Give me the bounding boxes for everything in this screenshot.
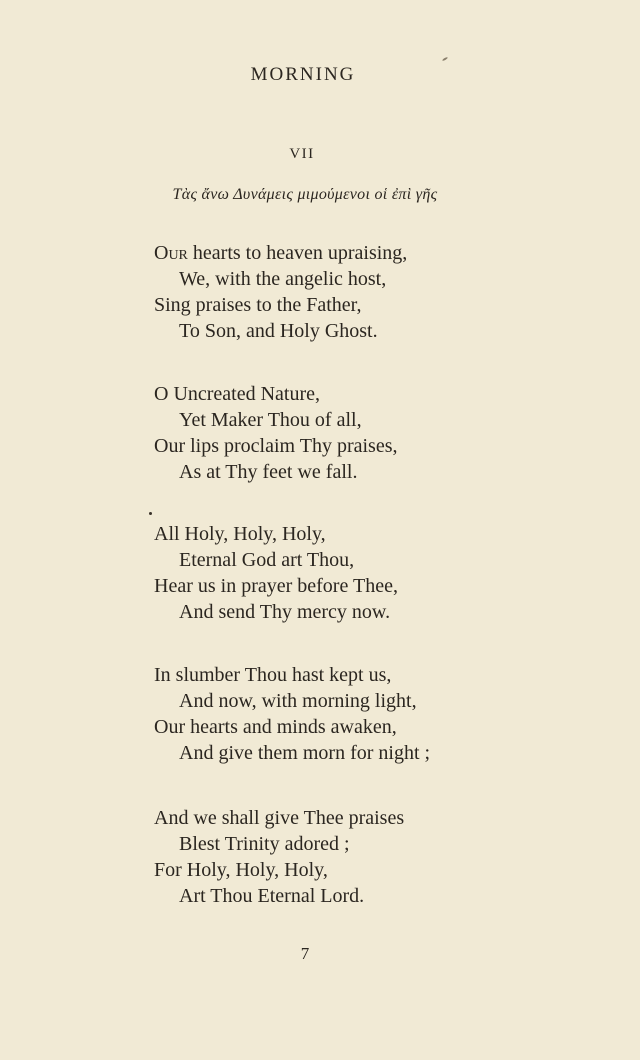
verse-line: And send Thy mercy now. <box>179 601 391 623</box>
verse-line: Art Thou Eternal Lord. <box>179 885 365 907</box>
verse-line: To Son, and Holy Ghost. <box>179 320 378 342</box>
verse-line: O Uncreated Nature, <box>154 383 321 405</box>
verse-line: And now, with morning light, <box>179 690 417 712</box>
stanza-2 <box>154 381 554 485</box>
stanza-1 <box>154 240 554 344</box>
verse-line: Sing praises to the Father, <box>154 294 362 316</box>
verse-line: Hear us in prayer before Thee, <box>154 575 398 597</box>
running-head: MORNING <box>250 64 356 85</box>
verse-line: Blest Trinity adored ; <box>179 833 350 855</box>
verse-line: Yet Maker Thou of all, <box>179 409 362 431</box>
verse-line: Our hearts and minds awaken, <box>154 716 397 738</box>
verse-line <box>154 240 554 266</box>
verse-line: All Holy, Holy, Holy, <box>154 523 326 545</box>
stanza-4 <box>154 662 554 766</box>
drop-word: Our <box>154 242 188 264</box>
verse-line: Our lips proclaim Thy praises, <box>154 435 398 457</box>
hymn-number: VII <box>289 146 315 162</box>
ink-speck <box>442 57 448 62</box>
verse-line-rest: hearts to heaven upraising, <box>187 242 408 264</box>
verse-line: We, with the angelic host, <box>179 268 387 290</box>
stanza-3 <box>154 521 554 625</box>
verse-line: And give them morn for night ; <box>179 742 431 764</box>
page-number: 7 <box>300 944 310 963</box>
verse-line: For Holy, Holy, Holy, <box>154 859 328 881</box>
ink-speck <box>149 512 152 515</box>
greek-epigraph: Τὰς ἄνω Δυνάμεις μιμούμενοι οἱ ἐπὶ γῆς <box>172 186 438 203</box>
verse-line: Eternal God art Thou, <box>179 549 355 571</box>
verse-line: In slumber Thou hast kept us, <box>154 664 392 686</box>
stanza-5 <box>154 805 554 909</box>
verse-line: As at Thy feet we fall. <box>179 461 358 483</box>
verse-line: And we shall give Thee praises <box>154 807 405 829</box>
